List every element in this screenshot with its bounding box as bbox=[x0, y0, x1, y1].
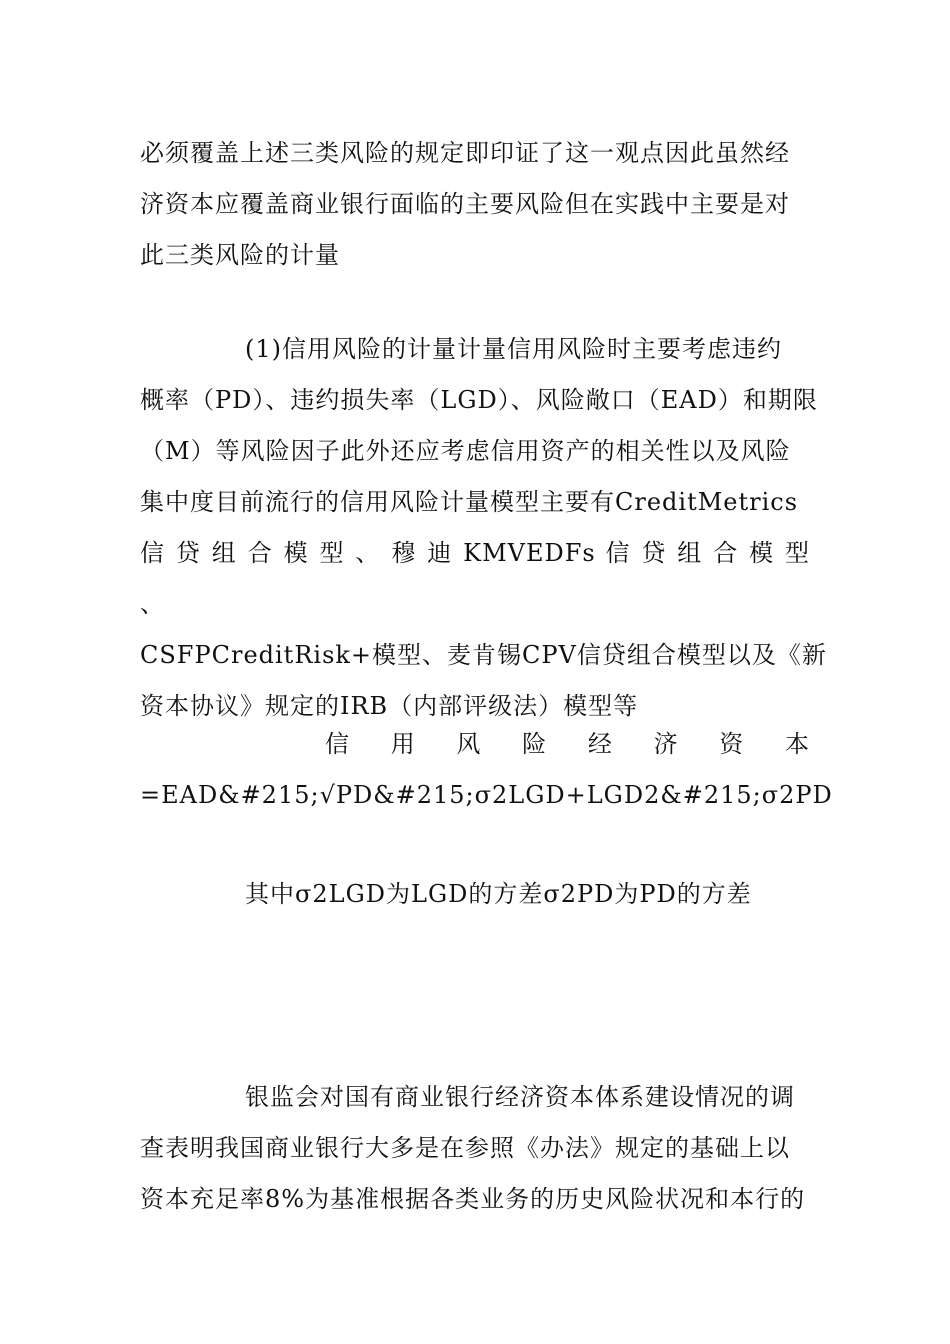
text-line: 其中σ2LGD为LGD的方差σ2PD为PD的方差 bbox=[245, 880, 752, 908]
text-line: 查表明我国商业银行大多是在参照《办法》规定的基础上以 bbox=[140, 1134, 790, 1162]
text-line: CSFPCreditRisk+模型、麦肯锡CPV信贷组合模型以及《新 bbox=[140, 641, 827, 669]
paragraph-risk-coverage bbox=[140, 128, 810, 281]
paragraph-cbrc-survey bbox=[140, 1072, 810, 1225]
text-line: 概率（PD）、违约损失率（LGD）、风险敞口（EAD）和期限 bbox=[140, 386, 818, 414]
text-line: 资本协议》规定的IRB（内部评级法）模型等 bbox=[140, 692, 639, 720]
paragraph-variance-note bbox=[140, 869, 810, 920]
paragraph-credit-risk bbox=[140, 324, 827, 732]
text-line: 资本充足率8%为基准根据各类业务的历史风险状况和本行的 bbox=[140, 1185, 806, 1213]
paragraph-formula bbox=[140, 719, 833, 821]
text-line: 银监会对国有商业银行经济资本体系建设情况的调 bbox=[245, 1083, 795, 1111]
text-line: (1)信用风险的计量计量信用风险时主要考虑违约 bbox=[245, 335, 782, 363]
text-line: 济资本应覆盖商业银行面临的主要风险但在实践中主要是对 bbox=[140, 190, 790, 218]
formula-expression: =EAD&#215;√PD&#215;σ2LGD+LGD2&#215;σ2PD bbox=[140, 781, 833, 809]
formula-heading: 信 用 风 险 经 济 资 本 bbox=[325, 730, 810, 758]
text-line: 信 贷 组 合 模 型 、 穆 迪 KMVEDFs 信 贷 组 合 模 型 、 bbox=[140, 539, 810, 618]
text-line: 此三类风险的计量 bbox=[140, 241, 340, 269]
text-line: 必须覆盖上述三类风险的规定即印证了这一观点因此虽然经 bbox=[140, 139, 790, 167]
text-line: （M）等风险因子此外还应考虑信用资产的相关性以及风险 bbox=[140, 437, 791, 465]
text-line: 集中度目前流行的信用风险计量模型主要有CreditMetrics bbox=[140, 488, 799, 516]
